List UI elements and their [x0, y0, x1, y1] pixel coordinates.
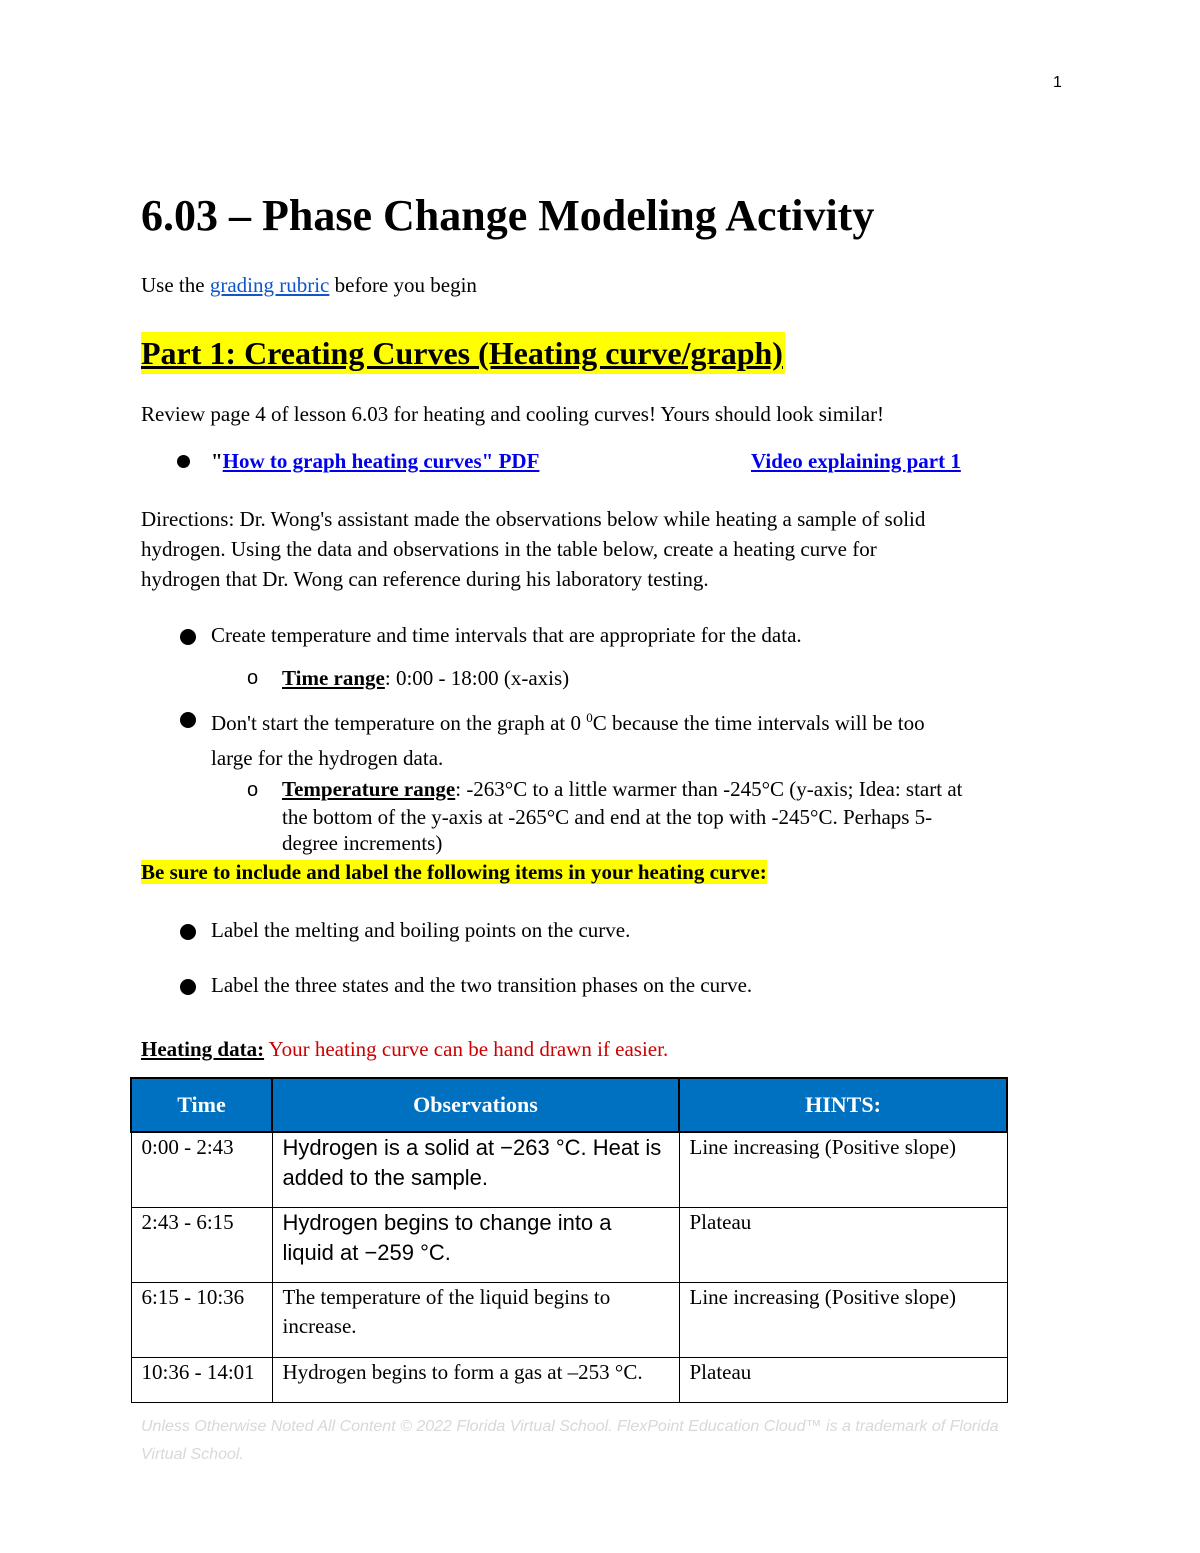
time-range-text: : 0:00 - 18:00 (x-axis)	[384, 666, 570, 690]
cell-observation: Hydrogen begins to change into a liquid at −259 °C.	[272, 1208, 679, 1283]
temp-range-line-2: the bottom of the y-axis at -265°C and end at the top with -245°C. Perhaps 5-	[282, 805, 933, 829]
bullet-dot-icon	[180, 712, 196, 728]
bullet-dot-icon	[177, 455, 190, 468]
directions-paragraph	[141, 504, 925, 594]
cell-observation: Hydrogen begins to form a gas at –253 °C.	[272, 1358, 679, 1403]
heating-data-table	[130, 1077, 1008, 1403]
pdf-link[interactable]: How to graph heating curves" PDF	[222, 449, 540, 473]
bullet-intervals: Create temperature and time intervals that are appropriate for the data.	[211, 623, 802, 647]
intro-post: before you begin	[329, 273, 477, 297]
copyright-footer: Unless Otherwise Noted All Content © 2022 Florida Virtual School. FlexPoint Education Cloud™ is a trademark of Florida Virtual School.	[141, 1418, 999, 1463]
heating-data-note: Your heating curve can be hand drawn if easier.	[264, 1037, 669, 1061]
cell-observation: Hydrogen is a solid at −263 °C. Heat is added to the sample.	[272, 1132, 679, 1208]
temp-range-label: Temperature range	[282, 777, 456, 801]
grading-rubric-link[interactable]: grading rubric	[209, 273, 330, 297]
directions-line-2: hydrogen. Using the data and observations in the table below, create a heating curve for	[141, 537, 877, 561]
bullet2-pre: Don't start the temperature on the graph at 0	[211, 711, 587, 735]
bullet-dot-icon	[180, 629, 196, 645]
quote-mark: "	[211, 449, 223, 473]
cell-hint: Plateau	[679, 1208, 1007, 1283]
bullet-states-phases: Label the three states and the two transition phases on the curve.	[211, 973, 753, 997]
cell-time: 0:00 - 2:43	[131, 1132, 272, 1208]
video-link[interactable]: Video explaining part 1	[751, 449, 961, 473]
sure-to-include-text: Be sure to include and label the following items in your heating curve:	[141, 860, 767, 884]
table-row	[131, 1208, 1007, 1283]
sure-to-include-wrap	[141, 857, 767, 887]
table-row	[131, 1283, 1007, 1358]
temp-range-line-1	[282, 774, 962, 804]
bullet2-post: C because the time intervals will be too	[592, 711, 925, 735]
page-title: 6.03 – Phase Change Modeling Activity	[141, 191, 875, 240]
header-time: Time	[131, 1078, 272, 1132]
bullet-dot-icon	[180, 924, 196, 940]
bullet2-line2: large for the hydrogen data.	[211, 746, 444, 770]
intro-pre: Use the	[141, 273, 210, 297]
temp-range-line-3: degree increments)	[282, 831, 443, 855]
page-number: 1	[1053, 74, 1062, 91]
bullet-melting-boiling: Label the melting and boiling points on the curve.	[211, 918, 631, 942]
cell-hint: Line increasing (Positive slope)	[679, 1132, 1007, 1208]
bullet-temperature-start	[211, 703, 925, 738]
time-range-line	[282, 663, 569, 693]
bullet2-sup: 0	[586, 710, 593, 725]
heating-data-line	[141, 1034, 668, 1064]
table-row	[131, 1358, 1007, 1403]
time-range-label: Time range	[282, 666, 385, 690]
sub-bullet-circle-icon: o	[247, 779, 259, 801]
directions-line-3: hydrogen that Dr. Wong can reference during his laboratory testing.	[141, 567, 709, 591]
video-link-wrap	[751, 446, 961, 476]
intro-line	[141, 270, 477, 300]
cell-hint: Line increasing (Positive slope)	[679, 1283, 1007, 1358]
sub-bullet-circle-icon: o	[247, 667, 259, 689]
pdf-link-line	[211, 446, 539, 476]
directions-line-1: Directions: Dr. Wong's assistant made the observations below while heating a sample of solid	[141, 507, 926, 531]
heating-data-label: Heating data:	[141, 1037, 265, 1061]
temp-range-text: : -263°C to a little warmer than -245°C (y-axis; Idea: start at	[455, 777, 963, 801]
cell-hint: Plateau	[679, 1358, 1007, 1403]
cell-time: 6:15 - 10:36	[131, 1283, 272, 1358]
temperature-range-block	[282, 774, 962, 858]
review-text: Review page 4 of lesson 6.03 for heating and cooling curves! Yours should look similar!	[141, 402, 885, 426]
bullet-dot-icon	[180, 979, 196, 995]
cell-time: 2:43 - 6:15	[131, 1208, 272, 1283]
header-observations: Observations	[272, 1078, 679, 1132]
cell-time: 10:36 - 14:01	[131, 1358, 272, 1403]
header-hints: HINTS:	[679, 1078, 1007, 1132]
cell-observation: The temperature of the liquid begins to increase.	[272, 1283, 679, 1358]
table-header-row	[131, 1078, 1007, 1132]
table-row	[131, 1132, 1007, 1208]
part1-heading: Part 1: Creating Curves (Heating curve/graph)	[141, 332, 785, 374]
